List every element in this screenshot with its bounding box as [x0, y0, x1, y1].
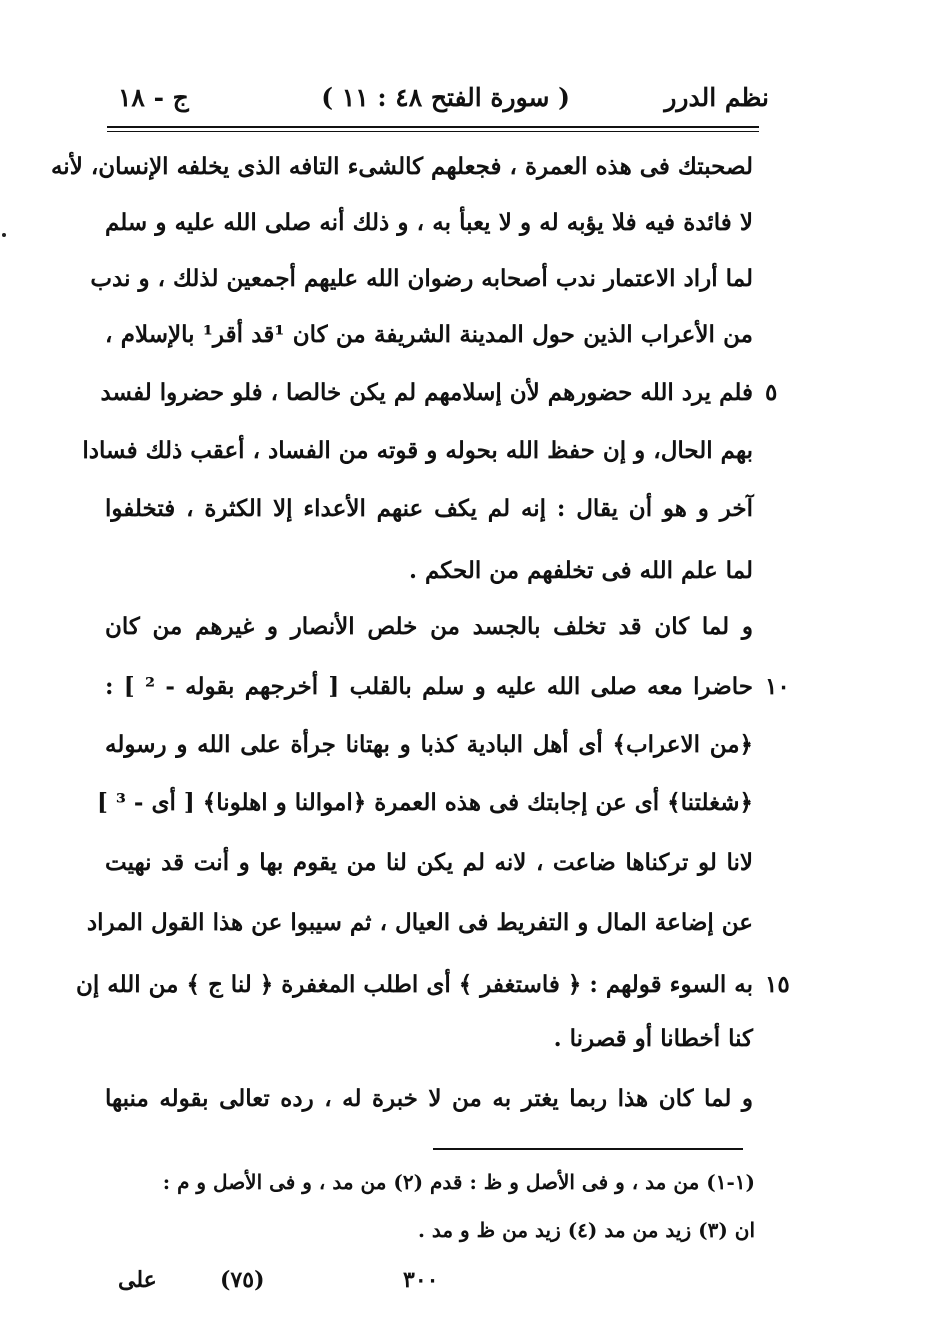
body-line: ﴿من الاعراب﴾ أى أهل البادية كذبا و بهتانا جرأة على الله و رسوله: [105, 731, 753, 758]
body-line: بهم الحال، و إن حفظ الله بحوله و قوته من الفساد ، أعقب ذلك فسادا: [82, 437, 753, 464]
body-line: فلم يرد الله حضورهم لأن إسلامهم لم يكن خالصا ، فلو حضروا لفسد: [100, 379, 753, 406]
part-number: ج - ١٨: [118, 83, 189, 112]
footnote-line: ان (٣) زيد من مد (٤) زيد من ظ و مد .: [417, 1218, 755, 1242]
body-line: لما علم الله فى تخلفهم من الحكم .: [408, 557, 753, 584]
body-line: عن إضاعة المال و التفريط فى العيال ، ثم سيبوا عن هذا القول المراد: [86, 909, 753, 936]
header-rule-top: [107, 126, 759, 128]
body-line: لانا لو تركناها ضاعت ، لانه لم يكن لنا من يقوم بها و أنت قد نهيت: [105, 849, 753, 876]
line-number-5: ٥: [765, 379, 778, 406]
body-line: ﴿شغلتنا﴾ أى عن إجابتك فى هذه العمرة ﴿اموالنا و اهلونا﴾ [ أى - ³ ]: [96, 789, 753, 816]
page-number: ٣٠٠: [403, 1267, 439, 1293]
body-line: لصحبتك فى هذه العمرة ، فجعلهم كالشىء التافه الذى يخلفه الإنسان، لأنه: [50, 153, 753, 180]
body-line: من الأعراب الذين حول المدينة الشريفة من كان ¹قد أقر¹ بالإسلام ،: [105, 321, 754, 348]
header-rule-bottom: [107, 131, 759, 132]
body-line: و لما كان قد تخلف بالجسد من خلص الأنصار و غيرهم من كان: [105, 613, 753, 640]
line-number-15: ١٥: [765, 971, 790, 998]
body-line: آخر و هو أن يقال : إنه لم يكف عنهم الأعداء إلا الكثرة ، فتخلفوا: [105, 495, 753, 522]
body-line: لما أراد الاعتمار ندب أصحابه رضوان الله عليهم أجمعين لذلك ، و ندب: [90, 265, 753, 292]
body-line: به السوء قولهم : ﴿ فاستغفر ﴾ أى اطلب المغفرة ﴿ لنا ج ﴾ من الله إن: [76, 971, 753, 998]
footnote-rule: [433, 1148, 743, 1150]
footnote-line: (١-١) من مد ، و فى الأصل و ظ : قدم (٢) من مد ، و فى الأصل و م :: [162, 1170, 755, 1194]
surah-reference: ( سورة الفتح ٤٨ : ١١ ): [321, 83, 570, 112]
scan-speck: [2, 233, 6, 237]
body-line: كنا أخطانا أو قصرنا .: [553, 1025, 753, 1052]
catchword: على: [118, 1267, 157, 1293]
book-title: نظم الدرر: [664, 83, 769, 112]
signature-mark: (٧٥): [220, 1267, 265, 1293]
body-line: و لما كان هذا ربما يغتر به من لا خبرة له ، رده تعالى بقوله منبها: [105, 1085, 753, 1112]
body-line: حاضرا معه صلى الله عليه و سلم بالقلب [ أخرجهم بقوله - ² ] :: [105, 673, 753, 700]
line-number-10: ١٠: [765, 673, 790, 700]
body-line: لا فائدة فيه فلا يؤبه له و لا يعبأ به ، و ذلك أنه صلى الله عليه و سلم: [105, 209, 753, 236]
